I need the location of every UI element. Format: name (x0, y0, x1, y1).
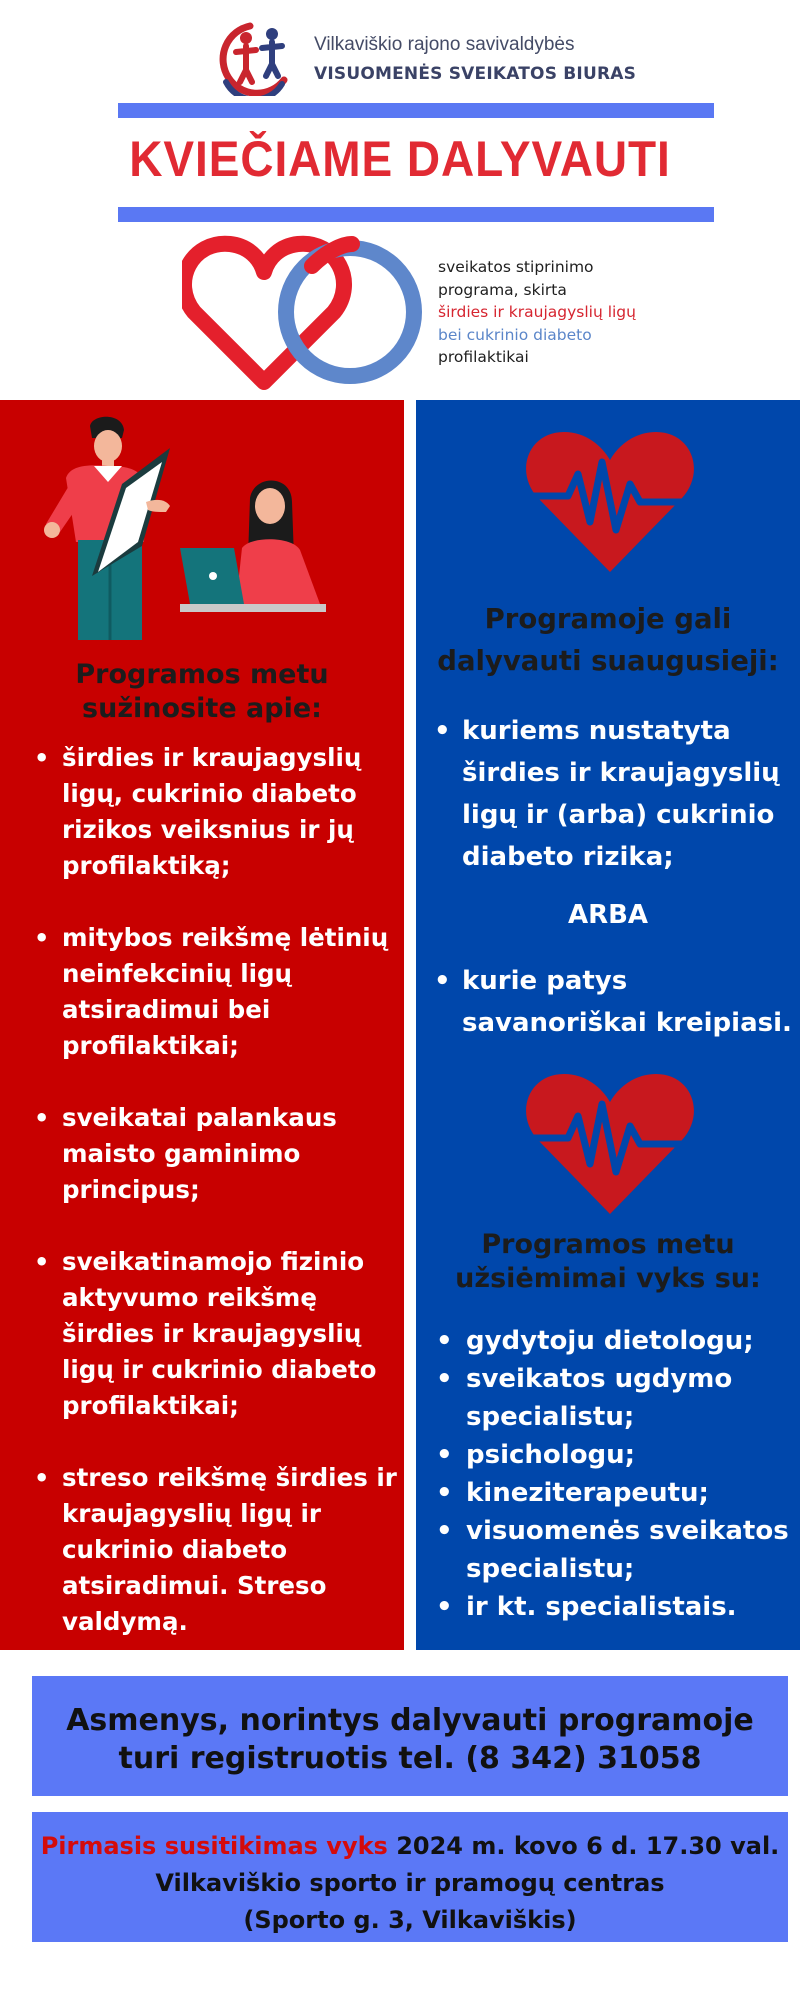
left-heading-line: sužinosite apie: (82, 693, 322, 724)
left-heading (0, 658, 404, 726)
specialists-list (434, 1322, 800, 1626)
org-name-line1: Vilkaviškio rajono savivaldybės (314, 34, 575, 55)
list-item: • sveikatos ugdymo specialistu; (434, 1360, 800, 1436)
right-heading-specialists (416, 1228, 800, 1296)
list-item: • sveikatinamojo fizinio aktyvumo reikšmę širdies ir kraujagyslių ligų ir cukrinio diabeto profilaktikai; (30, 1244, 400, 1424)
list-item: • kurie patys savanoriškai kreipiasi. (432, 960, 800, 1044)
right-heading-line: dalyvauti suaugusieji: (437, 645, 779, 677)
left-heading-line: Programos metu (75, 659, 329, 690)
list-item: • kuriems nustatyta širdies ir kraujagyslių ligų ir (arba) cukrinio diabeto rizika; (432, 710, 800, 878)
list-item: • visuomenės sveikatos specialistu; (434, 1512, 800, 1588)
right-heading-line: užsiėmimai vyks su: (455, 1263, 761, 1294)
registration-phone-line: turi registruotis tel. (8 342) 31058 (118, 1741, 702, 1776)
right-heading-participants (416, 598, 800, 682)
meeting-address: (Sporto g. 3, Vilkaviškis) (243, 1906, 577, 1934)
list-item: • mitybos reikšmę lėtinių neinfekcinių ligų atsiradimui bei profilaktikai; (30, 920, 400, 1064)
meeting-date: 2024 m. kovo 6 d. 17.30 val. (387, 1832, 780, 1860)
meeting-date-line (32, 1828, 788, 1865)
list-item: • psichologu; (434, 1436, 800, 1474)
program-line: profilaktikai (438, 348, 529, 366)
list-item: • streso reikšmę širdies ir kraujagyslių ligų ir cukrinio diabeto atsiradimui. Streso valdymą. (30, 1460, 400, 1640)
registration-line: Asmenys, norintys dalyvauti programoje (66, 1703, 754, 1738)
list-item: • širdies ir kraujagyslių ligų, cukrinio diabeto rizikos veiksnius ir jų profilaktiką; (30, 740, 400, 884)
list-item: • sveikatai palankaus maisto gaminimo principus; (30, 1100, 400, 1208)
participants-list-2 (432, 960, 800, 1044)
accent-bar-bottom (118, 207, 714, 222)
heart-pulse-icon (520, 1068, 700, 1218)
list-item: • ir kt. specialistais. (434, 1588, 800, 1626)
accent-bar-top (118, 103, 714, 118)
list-item: • gydytoju dietologu; (434, 1322, 800, 1360)
meeting-label: Pirmasis susitikimas vyks (40, 1832, 388, 1860)
meeting-box (32, 1812, 788, 1942)
program-line: programa, skirta (438, 280, 567, 299)
org-logo-icon (212, 20, 308, 96)
page-title: KVIEČIAME DALYVAUTI (129, 131, 671, 187)
right-heading-line: Programos metu (481, 1229, 735, 1260)
program-logo-text (438, 256, 636, 369)
heart-rings-logo-icon (182, 232, 434, 392)
participants-list (432, 710, 800, 878)
program-line: sveikatos stiprinimo (438, 258, 594, 276)
program-line: širdies ir kraujagyslių ligų (438, 303, 636, 321)
topics-list (30, 740, 400, 1676)
meeting-venue: Vilkaviškio sporto ir pramogų centras (155, 1869, 665, 1897)
program-line: bei cukrinio diabeto (438, 325, 592, 344)
heart-pulse-icon (520, 426, 700, 576)
right-heading-line: Programoje gali (484, 603, 732, 635)
list-item: • kineziterapeutu; (434, 1474, 800, 1512)
registration-box (32, 1676, 788, 1796)
or-separator: ARBA (567, 900, 649, 930)
org-name-line2: VISUOMENĖS SVEIKATOS BIURAS (314, 64, 637, 84)
people-illustration (30, 408, 350, 640)
